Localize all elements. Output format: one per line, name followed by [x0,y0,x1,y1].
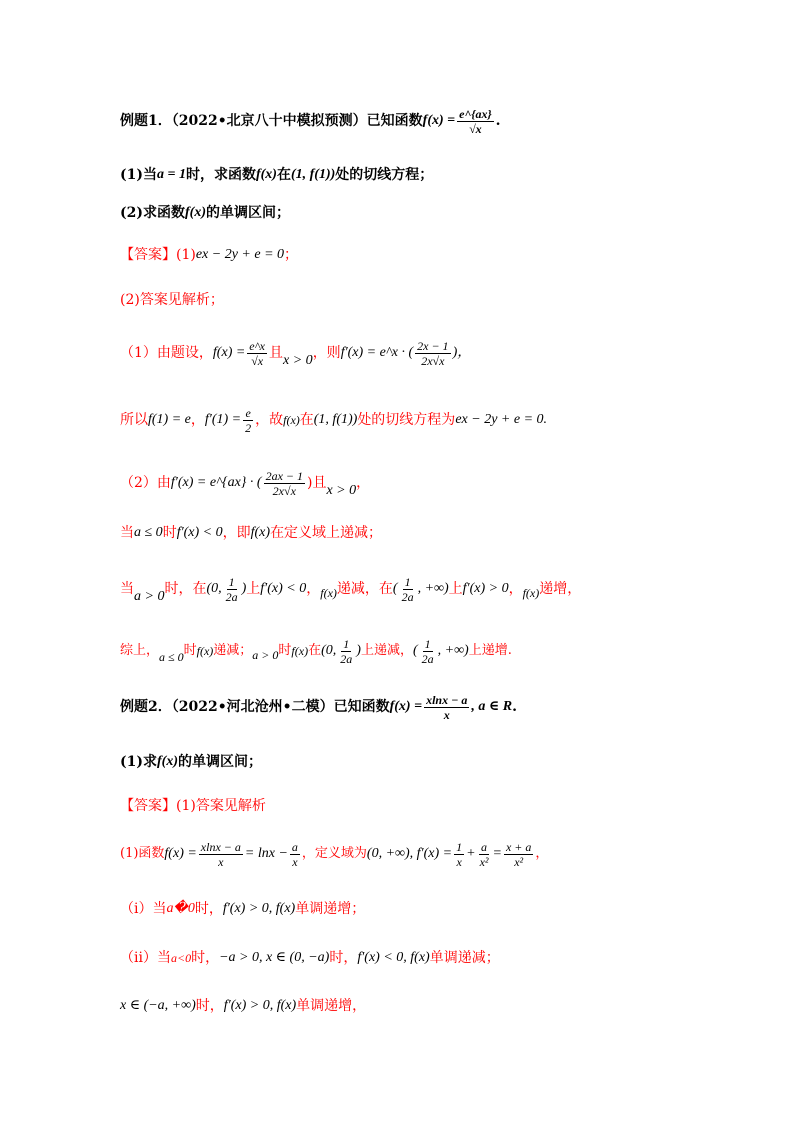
fraction [247,339,267,368]
math: ex − 2y + e = 0 [195,247,285,262]
text: (1) [176,247,196,263]
text: 单调递减； [429,950,500,966]
math: . [543,412,548,427]
text: （i）当 [120,901,167,917]
text: (2)答案见解析； [120,292,224,308]
den: √x [251,353,264,368]
num: 1 [343,636,350,651]
example1-title-text: 例题1．（2022•北京八十中模拟预测）已知函数 [120,113,423,129]
text: ， [535,846,549,861]
answer-label: 【答案】 [120,798,176,814]
text: 在 [299,412,314,428]
den: x² [514,854,524,869]
answer-label: 【答案】 [120,247,176,263]
example2-case2 [120,948,740,968]
num: 1 [456,839,463,854]
math: f′(1) = [204,412,242,427]
text: 处的切线方程为 [357,412,456,428]
math: a ≤ 0 [134,525,163,540]
den: x [456,854,462,869]
num: xlnx − a [200,839,241,854]
fraction [420,637,436,666]
math: + [466,846,476,861]
num: e [245,405,251,420]
math: f′(x) < 0 [176,525,223,540]
text: (1)当 [120,167,157,183]
math: f(x) = [164,846,197,861]
fraction [478,840,491,869]
fraction [338,637,354,666]
num: 2ax − 1 [265,468,303,483]
text: 所以 [120,412,148,428]
num: 2x − 1 [417,338,449,353]
math: , +∞) [437,643,469,658]
math: f′(x) > 0 [462,581,509,596]
num: 1 [228,574,235,589]
math: a ≤ 0 [159,650,184,664]
math: f(x) [255,167,277,182]
text: ，即 [222,525,251,541]
math: ) [241,581,247,596]
math: ) [356,643,361,658]
text: 且 [269,345,284,361]
text: 时， [194,901,223,917]
math: ( [392,581,398,596]
num: 1 [424,636,431,651]
example1-answer2 [120,290,740,310]
math: x > 0 [283,353,313,368]
text: 时，在 [164,581,207,597]
text: 时， [191,950,220,966]
example2-case3 [120,996,740,1016]
den: x² [479,854,489,869]
den: 2x√x [272,483,296,498]
text: 时， [195,998,224,1014]
math: = lnx − [244,846,288,861]
fraction [400,575,416,604]
example1-question2 [120,203,740,223]
example2-func-fraction [424,693,469,722]
den: 2a [340,651,353,666]
math: f′(x) < 0 [260,581,307,596]
text: ，则 [312,345,341,361]
math: )， [452,345,472,360]
text: 处的切线方程； [335,167,434,183]
text: 上递增. [468,643,512,658]
example1-solution3 [120,468,740,498]
example1-solution4 [120,523,740,543]
math: x ∈ (−a, +∞) [120,998,196,1013]
example1-solution5 [120,572,740,606]
fraction [224,575,240,604]
text: 上 [246,581,261,597]
text: 单调递增； [295,901,366,917]
math: f′(x) = e^{ax} · ( [170,475,262,490]
den: x [292,854,298,869]
math: f(x) [291,644,309,658]
text: 递减； [213,643,253,658]
example2-answer1 [120,796,740,816]
den: 2a [421,651,434,666]
math: x > 0 [326,483,357,498]
den: 2a [401,589,414,604]
math: (0, +∞), f′(x) = [366,846,453,861]
example2-title-text: 例题2．（2022•河北沧州•二模）已知函数 [120,699,390,715]
text: 递增， [539,581,582,597]
text: 上 [448,581,463,597]
example2-title [120,692,740,722]
text: . [512,699,517,715]
math: f(x) [250,525,271,540]
math: f(1) = e [148,412,191,427]
fraction [454,840,464,869]
example2-case1 [120,899,740,919]
text: ，定义域为 [301,846,367,861]
math: f(x) [196,644,214,658]
text: 上递减， [360,643,413,658]
fraction [504,840,533,869]
math: a<0 [170,951,192,965]
math: f(x) [522,586,540,600]
math: f(x) = [389,699,423,714]
math: f(x) [185,205,206,220]
den: x [443,707,450,722]
text: （ii）当 [120,950,171,966]
text: ，故 [255,412,284,428]
text: 的单调区间； [206,205,290,221]
text: (1)答案见解析 [176,798,266,814]
text: 的单调区间； [178,754,262,770]
example1-solution2 [120,405,740,435]
text: 时 [183,643,197,658]
math: −a > 0, x ∈ (0, −a) [219,950,330,965]
math: f′(x) = e^x · ( [340,345,414,360]
text: ， [356,475,371,491]
text: 时， [329,950,358,966]
text: (1)函数 [120,846,165,861]
math: a > 0 [252,648,279,662]
math: a�0 [166,901,195,916]
num: a [291,839,298,854]
text: )且 [307,475,327,491]
math: f′(x) > 0, f(x) [223,998,297,1013]
text: （1）由题设， [120,345,213,361]
math: f(x) [283,413,300,427]
text: 递减，在 [336,581,393,597]
math: (1, f(1)) [290,167,336,182]
math: a > 0 [134,589,165,604]
math: f′(x) < 0, f(x) [357,950,430,965]
text: ， [306,581,321,597]
text: (2)求函数 [120,205,185,221]
example1-func-fraction [457,107,494,136]
num: a [481,839,488,854]
math: (1, f(1)) [313,412,358,427]
text: （2）由 [120,475,171,491]
text: (1)求 [120,754,157,770]
example1-answer1 [120,245,740,265]
text: 当 [120,581,134,597]
den: 2a [225,589,238,604]
text: 在定义域上递减； [270,525,383,541]
fraction-numerator: e^{ax} [459,106,492,121]
example1-solution6 [120,634,740,668]
text: 当 [120,525,134,541]
text: 综上， [120,643,160,658]
text: ， [508,581,523,597]
text: ， [190,412,205,428]
example1-title [120,108,740,134]
num: x + a [505,839,532,854]
math: ( [412,643,418,658]
den: x [218,854,224,869]
math: (0, [206,581,222,596]
math: , +∞) [417,581,449,596]
fraction [264,469,305,498]
num: e^x [249,338,266,353]
num: xlnx − a [426,692,468,707]
math: (0, [321,643,337,658]
math: ex − 2y + e = 0 [455,412,544,427]
example1-func-lhs: f(x) = [422,113,456,128]
text: ； [284,247,299,263]
example2-solution1 [120,838,740,870]
text: 时，求函数 [185,167,256,183]
math: f(x) = [212,345,246,360]
math: a = 1 [157,167,186,182]
example1-solution1 [120,338,740,368]
fraction [199,840,243,869]
fraction [415,339,450,368]
text: 时 [162,525,177,541]
fraction-denominator: √x [469,121,482,136]
example2-question1 [120,752,740,772]
num: 1 [404,574,411,589]
math: = [492,846,502,861]
den: 2 [245,420,252,435]
text: 在 [276,167,291,183]
math: f′(x) > 0, f(x) [222,901,296,916]
example1-question1 [120,165,740,185]
math: , a ∈ R [471,699,513,714]
example1-title-end: . [495,113,501,129]
text: 在 [308,643,322,658]
fraction [290,840,300,869]
fraction [243,406,253,435]
math: f(x) [320,586,337,600]
den: 2x√x [421,353,445,368]
text: 时 [278,643,292,658]
math: f(x) [157,754,178,769]
text: 单调递增， [296,998,367,1014]
